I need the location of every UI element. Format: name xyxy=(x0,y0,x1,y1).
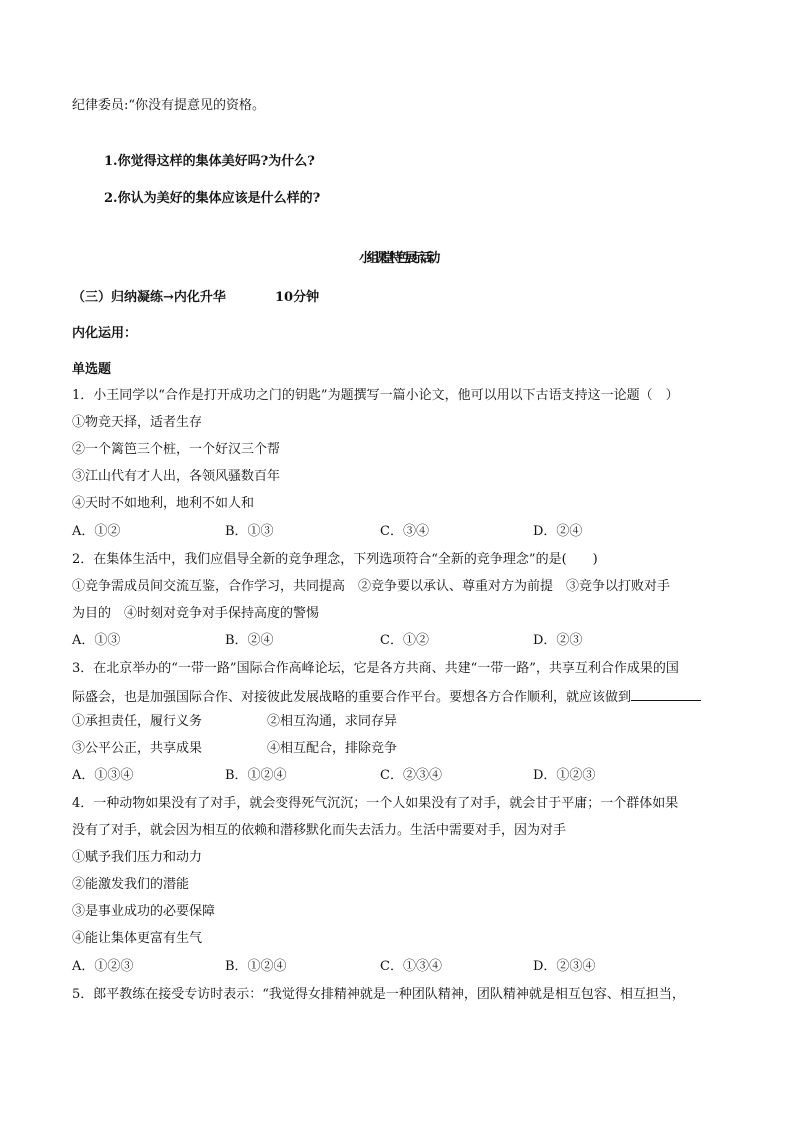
q3-item: ①承担责任，履行义务 xyxy=(72,714,203,729)
q4-item: ①赋予我们压力和动力 xyxy=(72,850,203,865)
q3-option-c: C．②③④ xyxy=(380,768,442,783)
discussion-question-1: 1.你觉得这样的集体美好吗?为什么? xyxy=(104,154,315,169)
q5-stem-line-1: 5．郎平教练在接受专访时表示：“我觉得女排精神就是一种团队精神，团队精神就是相互包容、相互担当， xyxy=(72,987,685,1002)
q1-option-a: A．①② xyxy=(72,524,121,539)
discipline-line: 纪律委员:“你没有提意见的资格。 xyxy=(72,98,266,113)
q1-item: ②一个篱笆三个桩，一个好汉三个帮 xyxy=(72,442,281,457)
q2-option-b: B．②④ xyxy=(225,633,274,648)
q1-item: ①物竞天择，适者生存 xyxy=(72,415,203,430)
q3-stem-line-2 xyxy=(72,687,701,707)
q3-item: ②相互沟通，求同存异 xyxy=(267,714,398,729)
answer-blank xyxy=(631,687,701,701)
q3-option-a: A．①③④ xyxy=(72,768,134,783)
q1-option-c: C．③④ xyxy=(380,524,429,539)
q4-option-c: C．①③④ xyxy=(380,959,442,974)
question-type: 单选题 xyxy=(72,362,112,377)
q3-stem-line-1: 3．在北京举办的“一带一路”国际合作高峰论坛，它是各方共商、共建“一带一路”，共享互利合作成果的国 xyxy=(72,661,679,676)
q2-option-c: C．①② xyxy=(380,633,429,648)
q4-option-a: A．①②③ xyxy=(72,959,134,974)
q2-items-line-2: 为目的 ④时刻对竞争对手保持高度的警惕 xyxy=(72,606,320,621)
q1-option-d: D．②④ xyxy=(533,524,583,539)
q2-stem: 2．在集体生活中，我们应倡导全新的竞争理念，下列选项符合“全新的竞争理念”的是( ) xyxy=(72,552,598,567)
q3-item: ③公平公正，共享成果 xyxy=(72,741,203,756)
q1-option-b: B．①③ xyxy=(225,524,274,539)
q1-stem: 1．小王同学以“合作是打开成功之门的钥匙”为题撰写一篇小论文，他可以用以下古语支持这一论题（ ） xyxy=(72,388,679,403)
section-time: 10分钟 xyxy=(275,290,320,305)
q2-option-d: D．②③ xyxy=(533,633,583,648)
discussion-question-2: 2.你认为美好的集体应该是什么样的? xyxy=(104,191,321,206)
q4-option-b: B．①②④ xyxy=(225,959,287,974)
q3-option-b: B．①②④ xyxy=(225,768,287,783)
q3-option-d: D．①②③ xyxy=(533,768,596,783)
q3-item: ④相互配合，排除竞争 xyxy=(267,741,398,756)
q1-item: ③江山代有才人出，各领风骚数百年 xyxy=(72,469,281,484)
q2-option-a: A．①③ xyxy=(72,633,121,648)
q4-option-d: D．②③④ xyxy=(533,959,596,974)
q4-item: ④能让集体更富有生气 xyxy=(72,931,203,946)
activity-title: 小组课堂特色展示活动 xyxy=(358,251,435,266)
section-heading: （三）归纳凝练→内化升华 xyxy=(72,290,226,305)
q4-item: ②能激发我们的潜能 xyxy=(72,877,190,892)
q3-stem-text: 际盛会，也是加强国际合作、对接彼此发展战略的重要合作平台。要想各方合作顺利，就应该做到 xyxy=(72,690,632,705)
q2-items-line-1: ①竞争需成员间交流互鉴，合作学习，共同提高 ②竞争要以承认、尊重对方为前提 ③竞争以打败对手 xyxy=(72,579,671,594)
q1-item: ④天时不如地利，地利不如人和 xyxy=(72,496,255,511)
q4-stem-line-1: 4．一种动物如果没有了对手，就会变得死气沉沉；一个人如果没有了对手，就会甘于平庸；一个群体如果 xyxy=(72,796,679,811)
q4-item: ③是事业成功的必要保障 xyxy=(72,904,216,919)
section-subheading: 内化运用： xyxy=(72,326,138,341)
q4-stem-line-2: 没有了对手，就会因为相互的依赖和潜移默化而失去活力。生活中需要对手，因为对手 xyxy=(72,823,567,838)
